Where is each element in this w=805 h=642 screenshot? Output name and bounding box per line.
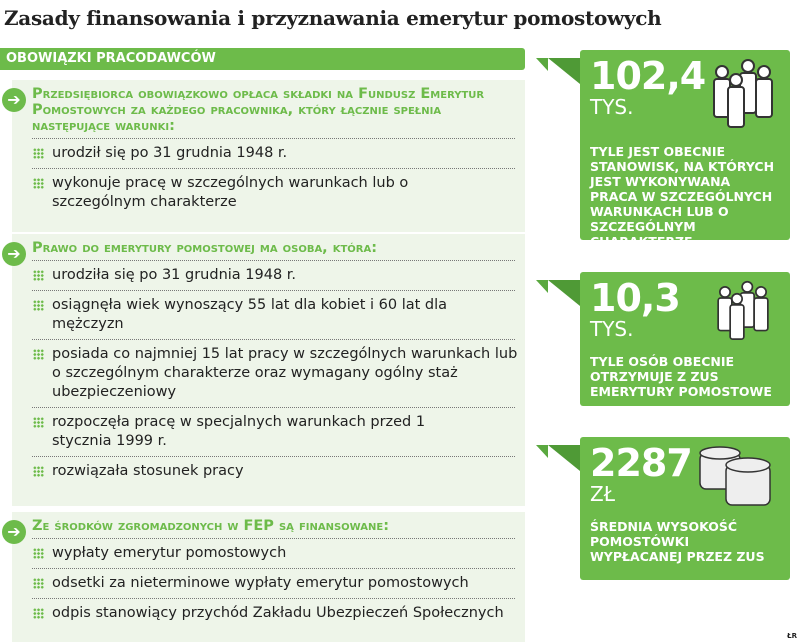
stat-value: 102,4 [590, 54, 706, 98]
bullet-icon [33, 349, 44, 360]
credit: ŁR [787, 632, 797, 640]
arrow-icon: ➔ [2, 88, 26, 112]
bullet-icon [33, 608, 44, 619]
list-item: urodziła się po 31 grudnia 1948 r. [32, 260, 515, 290]
stat-description: TYLE JEST OBECNIE STANOWISK, NA KTÓRYCH JEST WYKONYWANA PRACA W SZCZEGÓLNYCH WARUNKACH LUB O SZCZEGÓLNYM CHARAKTERZE [590, 144, 775, 249]
list-item: urodził się po 31 grudnia 1948 r. [32, 138, 515, 168]
list-item: rozpoczęła pracę w specjalnych warunkach przed 1 stycznia 1999 r. [32, 407, 515, 456]
page-title: Zasady finansowania i przyznawania emerytur pomostowych [4, 6, 662, 30]
flag-tab [548, 280, 580, 306]
bullet-icon [33, 417, 44, 428]
stat-value: 2287 [590, 441, 692, 485]
list-item: osiągnęła wiek wynoszący 55 lat dla kobiet i 60 lat dla mężczyzn [32, 290, 515, 339]
flag-tab [548, 445, 580, 471]
stat-box-positions [580, 50, 790, 249]
stat-box-recipients [580, 272, 790, 406]
bullet-icon [33, 578, 44, 589]
stat-unit: ZŁ [590, 482, 615, 506]
arrow-icon: ➔ [2, 520, 26, 544]
employer-duties-section [7, 80, 525, 232]
list-item: wykonuje pracę w szczególnych warunkach lub o szczególnym charakterze [32, 168, 515, 217]
section-bar: OBOWIĄZKI PRACODAWCÓW [0, 48, 525, 70]
list-item: odpis stanowiący przychód Zakładu Ubezpieczeń Społecznych [32, 598, 515, 628]
section-heading: Ze środków zgromadzonych w FEP są finansowane: [32, 518, 389, 534]
bullet-icon [33, 178, 44, 189]
bullet-icon [33, 300, 44, 311]
stat-description: TYLE OSÓB OBECNIE OTRZYMUJE Z ZUS EMERYTURY POMOSTOWE [590, 354, 772, 399]
flag-tab [548, 58, 580, 84]
bullet-icon [33, 148, 44, 159]
arrow-icon: ➔ [2, 242, 26, 266]
eligibility-section [7, 234, 525, 506]
list-item: wypłaty emerytur pomostowych [32, 538, 515, 568]
coins-icon [698, 445, 778, 509]
stat-unit: TYS. [590, 95, 634, 119]
list-item: odsetki za nieterminowe wypłaty emerytur pomostowych [32, 568, 515, 598]
fep-financing-section [7, 512, 525, 642]
people-icon [708, 58, 778, 128]
stat-description: ŚREDNIA WYSOKOŚĆ POMOSTÓWKI WYPŁACANEJ PRZEZ ZUS [590, 519, 765, 564]
bullet-icon [33, 466, 44, 477]
stat-value: 10,3 [590, 276, 680, 320]
stat-unit: TYS. [590, 317, 634, 341]
section-heading: Prawo do emerytury pomostowej ma osoba, która: [32, 240, 378, 256]
list-item: posiada co najmniej 15 lat pracy w szczególnych warunkach lub o szczególnym charakterze oraz wymagany ogólny staż ubezpieczeniowy [32, 339, 515, 407]
people-icon [708, 280, 778, 340]
list-item: rozwiązała stosunek pracy [32, 456, 515, 486]
bullet-icon [33, 270, 44, 281]
bullet-icon [33, 548, 44, 559]
section-heading: Przedsiębiorca obowiązkowo opłaca składki na Fundusz Emerytur Pomostowych za każdego pracownika, który łącznie spełnia następujące warunki: [32, 86, 485, 134]
stat-box-average [580, 437, 790, 580]
